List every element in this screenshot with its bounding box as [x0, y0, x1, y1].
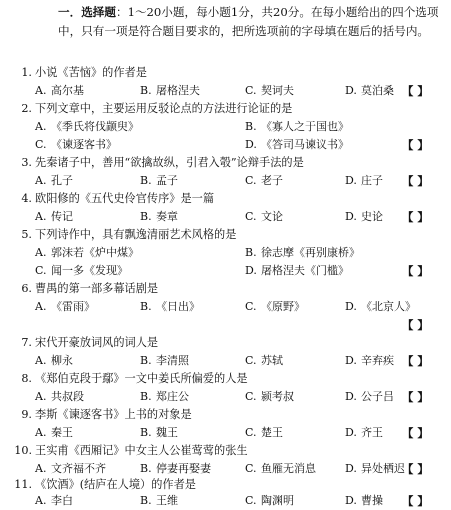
- question-5: [0, 226, 451, 244]
- question-2-options-row2: [0, 136, 451, 154]
- question-7-options: [0, 352, 451, 370]
- option-a[interactable]: A. 郭沫若《炉中煤》: [35, 246, 139, 259]
- question-4-options: [0, 208, 451, 226]
- question-number: 7.: [21, 336, 32, 349]
- question-9-options: [0, 424, 451, 442]
- option-a[interactable]: A. 共叔段: [35, 390, 84, 403]
- option-d[interactable]: D. 史论: [345, 210, 383, 223]
- question-8-options: [0, 388, 451, 406]
- option-c[interactable]: C. 文论: [245, 210, 283, 223]
- question-8: [0, 370, 451, 388]
- question-text: 《饮酒》(结庐在人境）的作者是: [35, 478, 196, 491]
- question-text: 李斯《谏逐客书》上书的对象是: [35, 408, 192, 421]
- question-3-options: [0, 172, 451, 190]
- option-a[interactable]: A. 文齐福不齐: [35, 462, 106, 475]
- option-b[interactable]: B. 停妻再娶妻: [140, 462, 211, 475]
- section-heading: 一．选择题: [58, 5, 116, 19]
- option-a[interactable]: A. 《季氏将伐颛臾》: [35, 120, 139, 133]
- option-b[interactable]: B. 《寡人之于国也》: [245, 120, 349, 133]
- question-text: 下列文章中，主要运用反驳论点的方法进行论证的是: [35, 102, 293, 115]
- answer-bracket[interactable]: 【 】: [402, 210, 429, 224]
- option-b[interactable]: B. 郑庄公: [140, 390, 189, 403]
- option-b[interactable]: B. 王维: [140, 494, 178, 507]
- question-6-options: [0, 298, 451, 316]
- question-number: 8.: [21, 372, 32, 385]
- question-text: 宋代开豪放词风的词人是: [35, 336, 159, 349]
- option-c[interactable]: C. 颍考叔: [245, 390, 294, 403]
- section-instructions: [58, 3, 446, 41]
- option-d[interactable]: D. 屠格涅夫《门槛》: [245, 264, 349, 277]
- option-c[interactable]: C. 老子: [245, 174, 283, 187]
- question-4: [0, 190, 451, 208]
- question-number: 1.: [21, 66, 32, 79]
- question-6: [0, 280, 451, 298]
- question-number: 3.: [21, 156, 32, 169]
- option-b[interactable]: B. 魏王: [140, 426, 178, 439]
- option-b[interactable]: B. 李清照: [140, 354, 189, 367]
- option-d[interactable]: D. 《答司马谏议书》: [245, 138, 349, 151]
- option-d[interactable]: D. 辛弃疾: [345, 354, 394, 367]
- question-1-options: [0, 82, 451, 100]
- answer-bracket[interactable]: 【 】: [402, 462, 429, 476]
- question-3: [0, 154, 451, 172]
- question-6-answer-row: [0, 316, 451, 334]
- answer-bracket[interactable]: 【 】: [402, 354, 429, 368]
- question-text: 欧阳修的《五代史伶官传序》是一篇: [35, 192, 215, 205]
- option-c[interactable]: C. 鱼雁无消息: [245, 462, 316, 475]
- option-c[interactable]: C. 苏轼: [245, 354, 283, 367]
- option-d[interactable]: D. 异处栖迟: [345, 462, 405, 475]
- option-a[interactable]: A. 孔子: [35, 174, 73, 187]
- option-a[interactable]: A. 李白: [35, 494, 73, 507]
- option-d[interactable]: D. 曹操: [345, 494, 383, 507]
- question-text: 曹禺的第一部多幕话剧是: [35, 282, 159, 295]
- option-a[interactable]: A. 《雷雨》: [35, 300, 95, 313]
- question-5-options-row2: [0, 262, 451, 280]
- answer-bracket[interactable]: 【 】: [402, 138, 429, 152]
- question-number: 9.: [21, 408, 32, 421]
- question-5-options-row1: [0, 244, 451, 262]
- question-11-options: [0, 492, 451, 510]
- option-a[interactable]: A. 秦王: [35, 426, 73, 439]
- option-d[interactable]: D. 《北京人》: [345, 300, 416, 313]
- answer-bracket[interactable]: 【 】: [402, 84, 429, 98]
- option-d[interactable]: D. 莫泊桑: [345, 84, 394, 97]
- question-number: 11.: [14, 478, 32, 491]
- section-rule: ：1～20小题，每小题1分，共20分。在每小题给出的四个选项中，只有一项是符合题目要求的，把所选项前的字母填在题后的括号内。: [58, 5, 439, 38]
- option-d[interactable]: D. 公子吕: [345, 390, 394, 403]
- question-number: 2.: [21, 102, 32, 115]
- option-c[interactable]: C. 陶渊明: [245, 494, 294, 507]
- option-c[interactable]: C. 契诃夫: [245, 84, 294, 97]
- answer-bracket[interactable]: 【 】: [402, 426, 429, 440]
- option-b[interactable]: B. 孟子: [140, 174, 178, 187]
- question-10: [0, 442, 451, 460]
- question-9: [0, 406, 451, 424]
- answer-bracket[interactable]: 【 】: [402, 264, 429, 278]
- question-2-options-row1: [0, 118, 451, 136]
- answer-bracket[interactable]: 【 】: [402, 318, 429, 332]
- question-text: 小说《苦恼》的作者是: [35, 66, 147, 79]
- option-b[interactable]: B. 屠格涅夫: [140, 84, 200, 97]
- question-number: 10.: [14, 444, 32, 457]
- option-b[interactable]: B. 徐志摩《再别康桥》: [245, 246, 360, 259]
- question-7: [0, 334, 451, 352]
- question-number: 6.: [21, 282, 32, 295]
- option-a[interactable]: A. 柳永: [35, 354, 73, 367]
- answer-bracket[interactable]: 【 】: [402, 390, 429, 404]
- option-b[interactable]: B. 《日出》: [140, 300, 200, 313]
- option-c[interactable]: C. 楚王: [245, 426, 283, 439]
- option-a[interactable]: A. 高尔基: [35, 84, 84, 97]
- question-text: 《郑伯克段于鄢》一文中姜氏所偏爱的人是: [35, 372, 248, 385]
- question-2: [0, 100, 451, 118]
- answer-bracket[interactable]: 【 】: [402, 174, 429, 188]
- question-text: 先秦诸子中，善用“欲擒故纵，引君入彀”论辩手法的是: [35, 156, 304, 169]
- question-number: 5.: [21, 228, 32, 241]
- option-a[interactable]: A. 传记: [35, 210, 73, 223]
- answer-bracket[interactable]: 【 】: [402, 494, 429, 508]
- question-number: 4.: [21, 192, 32, 205]
- option-d[interactable]: D. 庄子: [345, 174, 383, 187]
- option-c[interactable]: C. 闻一多《发现》: [35, 264, 128, 277]
- question-1: [0, 64, 451, 82]
- option-c[interactable]: C. 《原野》: [245, 300, 305, 313]
- option-d[interactable]: D. 齐王: [345, 426, 383, 439]
- question-text: 下列诗作中，具有飘逸清丽艺术风格的是: [35, 228, 237, 241]
- option-c[interactable]: C. 《谏逐客书》: [35, 138, 117, 151]
- option-b[interactable]: B. 奏章: [140, 210, 178, 223]
- question-text: 王实甫《西厢记》中女主人公崔莺莺的张生: [35, 444, 248, 457]
